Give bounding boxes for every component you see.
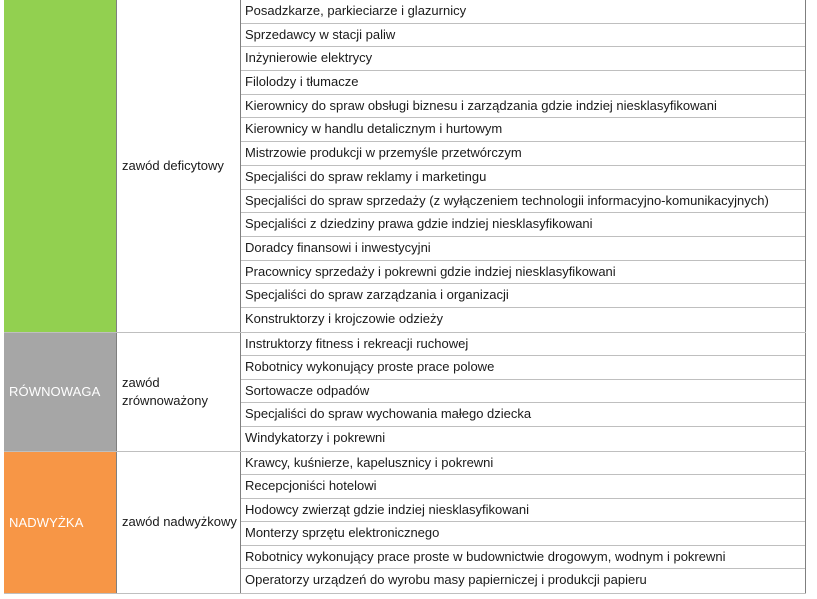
- occupation-list-balance: [241, 333, 806, 451]
- occupation-row: Sprzedawcy w stacji paliw: [241, 24, 805, 48]
- occupation-row: Windykatorzy i pokrewni: [245, 430, 386, 445]
- type-cell-deficit: zawód deficytowy: [116, 0, 241, 332]
- occupation-row: Recepcjoniści hotelowi: [241, 475, 805, 499]
- occupation-row: Robotnicy wykonujący prace proste w budownictwie drogowym, wodnym i pokrewni: [241, 546, 805, 570]
- category-cell-balance: RÓWNOWAGA: [4, 333, 116, 451]
- occupation-row: Sortowacze odpadów: [241, 380, 805, 404]
- occupation-row: Specjaliści z dziedziny prawa gdzie indziej niesklasyfikowani: [241, 213, 805, 237]
- category-cell-surplus: NADWYŻKA: [4, 452, 116, 593]
- occupation-row: Robotnicy wykonujący proste prace polowe: [241, 356, 805, 380]
- occupation-row: Inżynierowie elektrycy: [241, 47, 805, 71]
- occupation-row: Instruktorzy fitness i rekreacji ruchowej: [241, 333, 805, 357]
- occupation-row: Specjaliści do spraw sprzedaży (z wyłączeniem technologii informacyjno-komunikacyjnych): [241, 190, 805, 214]
- occupation-row: Kierownicy w handlu detalicznym i hurtowym: [241, 118, 805, 142]
- group-surplus: [4, 452, 806, 594]
- occupation-list-surplus: [241, 452, 806, 593]
- occupation-row: Krawcy, kuśnierze, kapelusznicy i pokrewni: [241, 452, 805, 476]
- occupation-row: Specjaliści do spraw zarządzania i organizacji: [241, 284, 805, 308]
- occupation-row: Posadzkarze, parkieciarze i glazurnicy: [241, 0, 805, 24]
- type-cell-balance: zawód zrównoważony: [116, 333, 241, 451]
- occupation-row: Mistrzowie produkcji w przemyśle przetwórczym: [241, 142, 805, 166]
- group-deficit: [4, 0, 806, 333]
- occupation-row: Kierownicy do spraw obsługi biznesu i zarządzania gdzie indziej niesklasyfikowani: [241, 95, 805, 119]
- occupation-list-deficit: [241, 0, 806, 332]
- occupation-row: Filolodzy i tłumacze: [241, 71, 805, 95]
- occupation-row: Doradcy finansowi i inwestycyjni: [241, 237, 805, 261]
- occupation-row: Specjaliści do spraw reklamy i marketingu: [241, 166, 805, 190]
- occupation-row: Operatorzy urządzeń do wyrobu masy papierniczej i produkcji papieru: [245, 572, 647, 588]
- occupation-row: Monterzy sprzętu elektronicznego: [241, 522, 805, 546]
- occupation-row: Hodowcy zwierząt gdzie indziej niesklasyfikowani: [241, 499, 805, 523]
- occupation-row: Specjaliści do spraw wychowania małego dziecka: [241, 403, 805, 427]
- occupation-row: Konstruktorzy i krojczowie odzieży: [245, 310, 443, 326]
- occupations-table: [4, 0, 806, 594]
- type-cell-surplus: zawód nadwyżkowy: [116, 452, 241, 593]
- category-cell-deficit: [4, 0, 116, 332]
- group-balance: [4, 333, 806, 452]
- occupation-row: Pracownicy sprzedaży i pokrewni gdzie indziej niesklasyfikowani: [241, 261, 805, 285]
